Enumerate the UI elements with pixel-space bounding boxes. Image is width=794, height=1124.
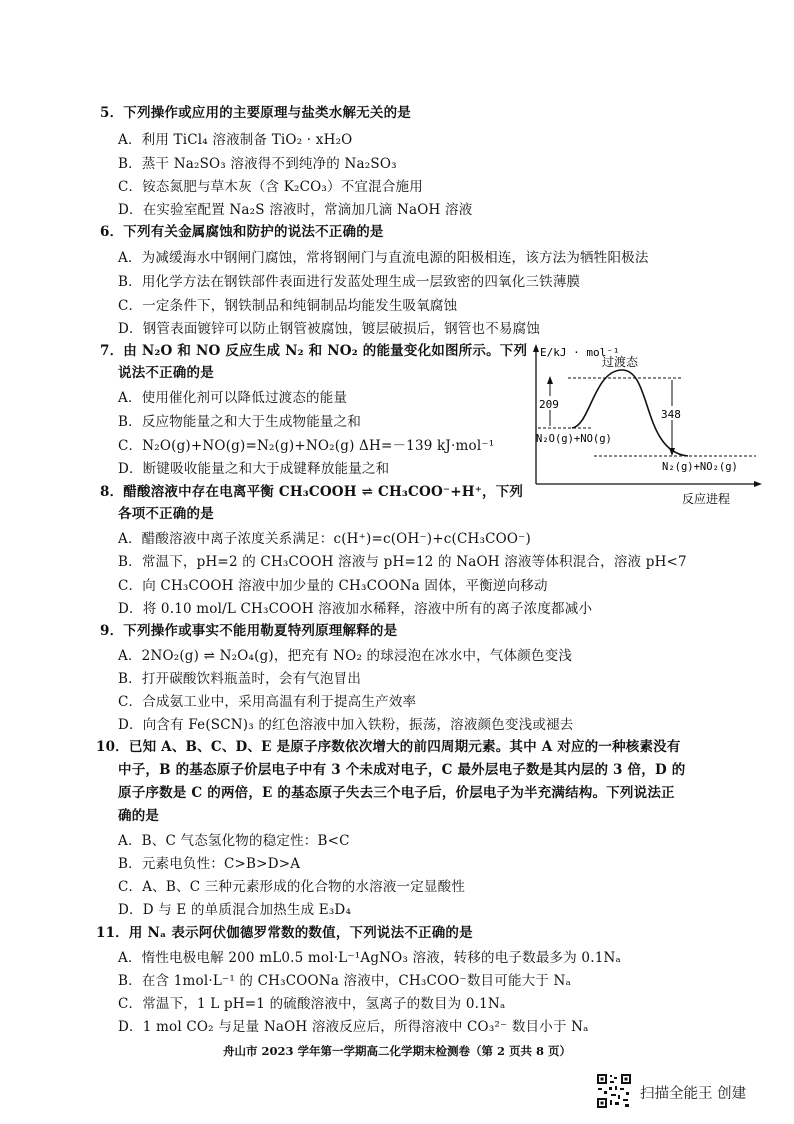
products-label: N₂(g)+NO₂(g)	[662, 461, 738, 473]
question-9-option-b: B．打开碳酸饮料瓶盖时，会有气泡冒出	[118, 671, 362, 687]
question-6-option-b: B．用化学方法在钢铁部件表面进行发蓝处理生成一层致密的四氧化三铁薄膜	[118, 274, 581, 290]
question-11-stem: 11．用 Nₐ 表示阿伏伽德罗常数的数值，下列说法不正确的是	[96, 925, 473, 941]
question-9-option-a: A．2NO₂(g) ⇌ N₂O₄(g)，把充有 NO₂ 的球浸泡在冰水中，气体颜色变浅	[118, 648, 573, 664]
x-axis-arrow-icon	[754, 481, 762, 487]
question-10-option-c: C．A、B、C 三种元素形成的化合物的水溶液一定显酸性	[118, 879, 466, 895]
question-7-option-a: A．使用催化剂可以降低过渡态的能量	[118, 390, 348, 406]
question-11-option-b: B．在含 1mol·L⁻¹ 的 CH₃COONa 溶液中，CH₃COO⁻数目可能大于 Nₐ	[118, 973, 571, 989]
qr-code-icon	[596, 1073, 632, 1109]
activation-energy-value: 209	[539, 398, 559, 411]
question-11-option-d: D．1 mol CO₂ 与足量 NaOH 溶液反应后，所得溶液中 CO₃²⁻ 数目小于 Nₐ	[118, 1019, 589, 1035]
question-10-stem: 10．已知 A、B、C、D、E 是原子序数依次增大的前四周期元素。其中 A 对应的一种核素没有	[96, 739, 681, 755]
question-10-stem-line4: 确的是	[118, 808, 160, 824]
question-7-option-b: B．反应物能量之和大于生成物能量之和	[118, 414, 362, 430]
y-axis-arrow-icon	[533, 344, 539, 352]
reactants-label: N₂O(g)+NO(g)	[536, 433, 612, 445]
energy-profile-diagram	[532, 340, 762, 510]
question-7-stem: 7．由 N₂O 和 NO 反应生成 N₂ 和 NO₂ 的能量变化如图所示。下列	[100, 343, 528, 359]
page-footer: 舟山市 2023 学年第一学期高二化学期末检测卷（第 2 页共 8 页）	[222, 1044, 572, 1058]
question-9-option-c: C．合成氨工业中，采用高温有利于提高生产效率	[118, 694, 417, 710]
reverse-activation-value: 348	[661, 408, 681, 421]
question-9-stem: 9．下列操作或事实不能用勒夏特列原理解释的是	[100, 623, 398, 639]
question-11-option-a: A．惰性电极电解 200 mL0.5 mol·L⁻¹AgNO₃ 溶液，转移的电子数最多为 0.1Nₐ	[118, 950, 621, 966]
question-10-option-b: B．元素电负性：C>B>D>A	[118, 856, 301, 872]
question-8-option-d: D．将 0.10 mol/L CH₃COOH 溶液加水稀释，溶液中所有的离子浓度都减小	[118, 601, 593, 617]
question-11-option-c: C．常温下，1 L pH=1 的硫酸溶液中，氢离子的数目为 0.1Nₐ	[118, 996, 506, 1012]
question-8-option-b: B．常温下，pH=2 的 CH₃COOH 溶液与 pH=12 的 NaOH 溶液等体积混合，溶液 pH<7	[118, 554, 687, 570]
question-9-option-d: D．向含有 Fe(SCN)₃ 的红色溶液中加入铁粉，振荡，溶液颜色变浅或褪去	[118, 717, 574, 733]
question-6-stem: 6．下列有关金属腐蚀和防护的说法不正确的是	[100, 224, 384, 240]
question-5-option-c: C．铵态氮肥与草木灰（含 K₂CO₃）不宜混合施用	[118, 179, 423, 195]
question-5-option-d: D．在实验室配置 Na₂S 溶液时，常滴加几滴 NaOH 溶液	[118, 202, 473, 218]
question-7-stem-cont: 说法不正确的是	[118, 365, 214, 381]
question-10-stem-line2: 中子，B 的基态原子价层电子中有 3 个未成对电子，C 最外层电子数是其内层的 3 倍，D 的	[118, 762, 686, 778]
question-7-option-c: C．N₂O(g)+NO(g)=N₂(g)+NO₂(g) ΔH=－139 kJ·mol⁻¹	[118, 438, 495, 454]
question-8-stem: 8．醋酸溶液中存在电离平衡 CH₃COOH ⇌ CH₃COO⁻+H⁺，下列	[100, 484, 524, 500]
scanner-watermark: 扫描全能王 创建	[640, 1086, 747, 1102]
x-axis-label: 反应进程	[682, 492, 731, 506]
question-10-stem-line3: 原子序数是 C 的两倍，E 的基态原子失去三个电子后，价层电子为半充满结构。下列说法正	[118, 785, 675, 801]
question-6-option-c: C．一定条件下，钢铁制品和纯铜制品均能发生吸氧腐蚀	[118, 298, 458, 314]
question-5-option-b: B．蒸干 Na₂SO₃ 溶液得不到纯净的 Na₂SO₃	[118, 156, 397, 172]
question-5-option-a: A．利用 TiCl₄ 溶液制备 TiO₂ · xH₂O	[118, 132, 353, 148]
question-5-stem: 5．下列操作或应用的主要原理与盐类水解无关的是	[100, 105, 411, 121]
question-8-stem-cont: 各项不正确的是	[118, 506, 214, 522]
activation-arrowhead-icon	[547, 376, 553, 384]
question-6-option-d: D．钢管表面镀锌可以防止钢管被腐蚀，镀层破损后，钢管也不易腐蚀	[118, 321, 541, 337]
question-8-option-a: A．醋酸溶液中离子浓度关系满足：c(H⁺)=c(OH⁻)+c(CH₃COO⁻)	[118, 531, 531, 547]
question-10-option-a: A．B、C 气态氢化物的稳定性：B<C	[118, 833, 350, 849]
y-axis-label: E/kJ · mol⁻¹	[540, 346, 620, 359]
question-7-option-d: D．断键吸收能量之和大于成键释放能量之和	[118, 461, 390, 477]
transition-state-label: 过渡态	[602, 355, 639, 369]
question-8-option-c: C．向 CH₃COOH 溶液中加少量的 CH₃COONa 固体，平衡逆向移动	[118, 578, 548, 594]
question-6-option-a: A．为减缓海水中钢闸门腐蚀，常将钢闸门与直流电源的阳极相连，该方法为牺牲阳极法	[118, 250, 649, 266]
question-10-option-d: D．D 与 E 的单质混合加热生成 E₃D₄	[118, 902, 352, 918]
